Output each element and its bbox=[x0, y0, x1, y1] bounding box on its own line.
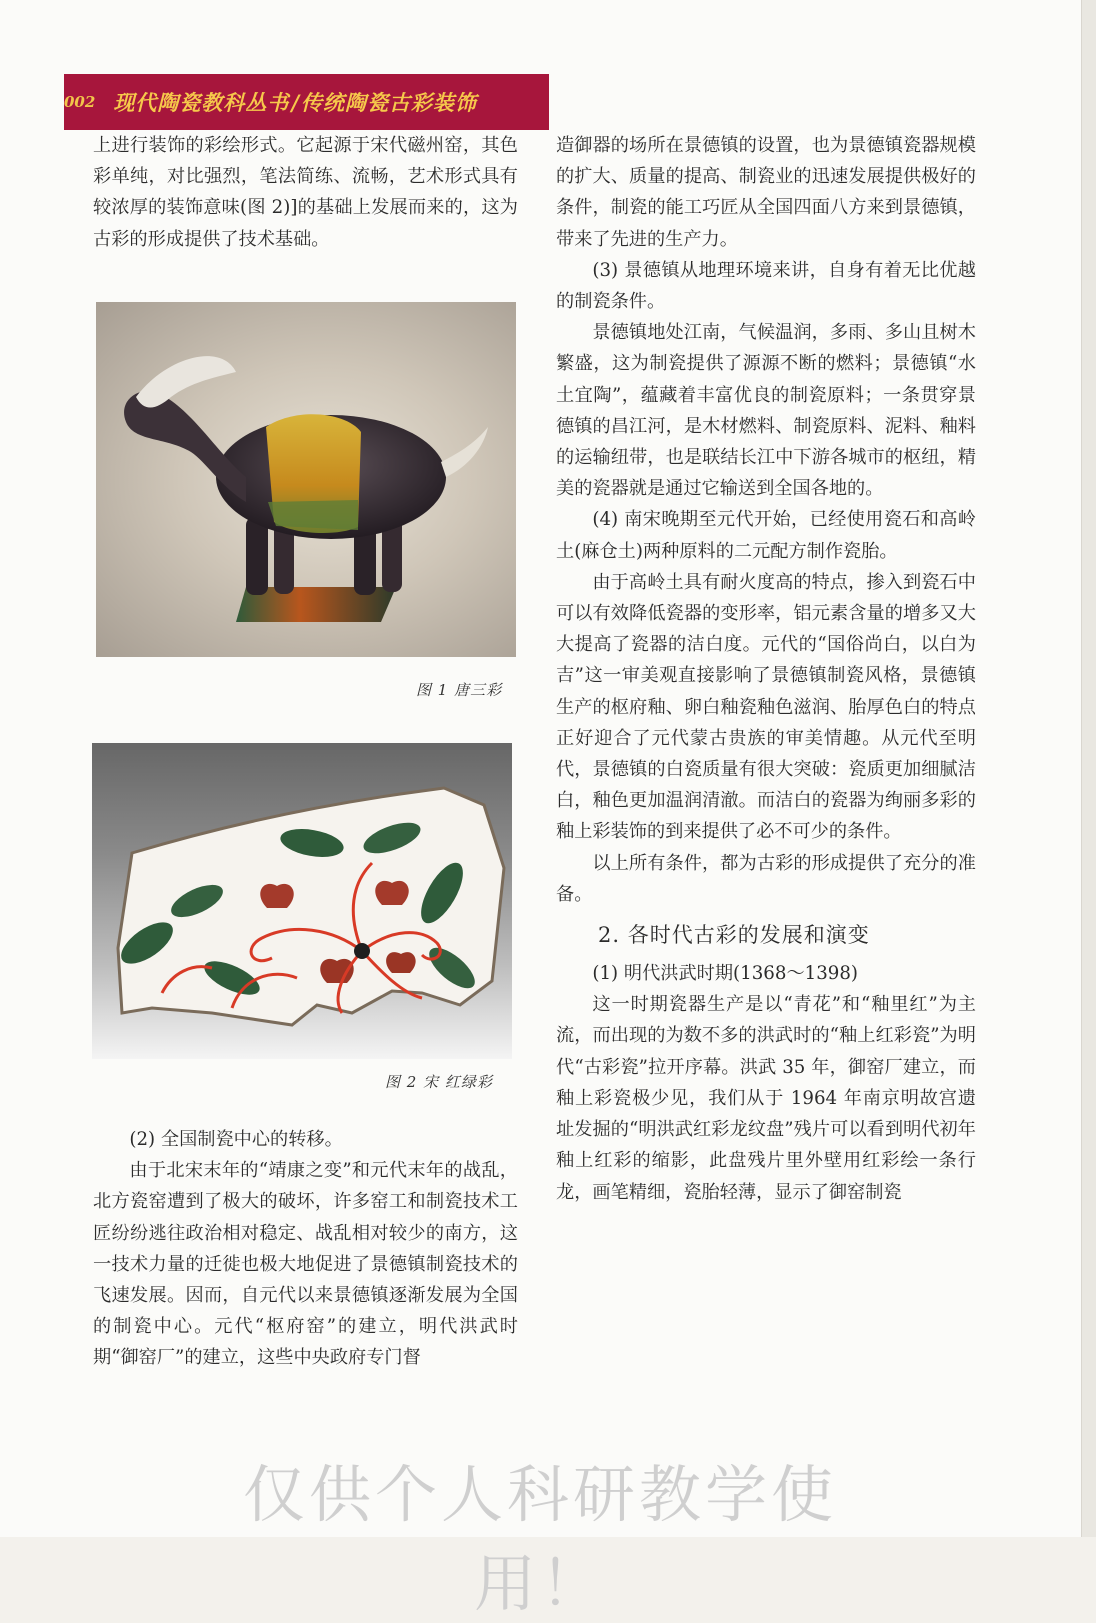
figure-song-red-green-shard bbox=[92, 743, 512, 1059]
left-column-top bbox=[93, 130, 518, 255]
paragraph: 景德镇地处江南，气候温润，多雨、多山且树木繁盛，这为制瓷提供了源源不断的燃料；景德镇“水土宜陶”，蕴藏着丰富优良的制瓷原料；一条贯穿景德镇的昌江河，是木材燃料、制瓷原料、泥料、釉料的运输纽带，也是联结长江中下游各城市的枢纽，精美的瓷器就是通过它输送到全国各地的。 bbox=[556, 322, 976, 500]
section-heading: 2. 各时代古彩的发展和演变 bbox=[598, 923, 870, 948]
figure-caption: 图 1 唐三彩 bbox=[416, 681, 503, 699]
paragraph: (3) 景德镇从地理环境来讲，自身有着无比优越的制瓷条件。 bbox=[556, 259, 976, 313]
shard-illustration bbox=[92, 743, 512, 1059]
page-edge bbox=[1081, 0, 1096, 1537]
title-separator: / bbox=[291, 89, 299, 115]
left-column-bottom bbox=[93, 1124, 518, 1374]
horse-illustration bbox=[96, 302, 516, 657]
paragraph: 由于高岭土具有耐火度高的特点，掺入到瓷石中可以有效降低瓷器的变形率，铝元素含量的增多又大大提高了瓷器的洁白度。元代的“国俗尚白，以白为吉”这一审美观直接影响了景德镇制瓷风格，景德镇生产的枢府釉、卵白釉瓷釉色滋润、胎厚色白的特点正好迎合了元代蒙古贵族的审美情趣。从元代至明代，景德镇的白瓷质量有很大突破：瓷质更加细腻洁白，釉色更加温润清澈。而洁白的瓷器为绚丽多彩的釉上彩装饰的到来提供了必不可少的条件。 bbox=[556, 571, 976, 843]
right-column bbox=[556, 130, 976, 1208]
paragraph: 以上所有条件，都为古彩的形成提供了充分的准备。 bbox=[556, 852, 976, 905]
figure-tang-sancai-horse bbox=[96, 302, 516, 657]
watermark-text: 仅供个人科研教学使用！ bbox=[242, 1458, 837, 1620]
paragraph: 上进行装饰的彩绘形式。它起源于宋代磁州窑，其色彩单纯，对比强烈，笔法简练、流畅，艺术形式具有较浓厚的装饰意味(图 2)]的基础上发展而来的，这为古彩的形成提供了技术基础。 bbox=[93, 135, 518, 250]
paragraph: (4) 南宋晚期至元代开始，已经使用瓷石和高岭土(麻仓土)两种原料的二元配方制作瓷胎。 bbox=[556, 509, 976, 562]
running-header bbox=[64, 74, 549, 130]
paragraph: (2) 全国制瓷中心的转移。 bbox=[129, 1129, 343, 1150]
figure-caption: 图 2 宋 红绿彩 bbox=[385, 1073, 493, 1091]
series-title: 现代陶瓷教科丛书 bbox=[113, 90, 290, 115]
paragraph: 这一时期瓷器生产是以“青花”和“釉里红”为主流，而出现的为数不多的洪武时的“釉上红彩瓷”为明代“古彩瓷”拉开序幕。洪武 35 年，御窑厂建立，而釉上彩瓷极少见，我们从于 1964 年南京明故宫遗址发掘的“明洪武红彩龙纹盘”残片可以看到明代初年釉上红彩的缩影，此盘残片里外壁用红彩绘一条行龙，画笔精细，瓷胎轻薄，显示了御窑制瓷 bbox=[556, 994, 976, 1203]
paragraph: 由于北宋末年的“靖康之变”和元代末年的战乱，北方瓷窑遭到了极大的破坏，许多窑工和制瓷技术工匠纷纷逃往政治相对稳定、战乱相对较少的南方，这一技术力量的迁徙也极大地促进了景德镇制瓷技术的飞速发展。因而，自元代以来景德镇逐渐发展为全国的制瓷中心。元代“枢府窑”的建立，明代洪武时期“御窑厂”的建立，这些中央政府专门督 bbox=[93, 1160, 518, 1369]
paragraph: 造御器的场所在景德镇的设置，也为景德镇瓷器规模的扩大、质量的提高、制瓷业的迅速发展提供极好的条件，制瓷的能工巧匠从全国四面八方来到景德镇，带来了先进的生产力。 bbox=[556, 135, 976, 250]
paragraph: (1) 明代洪武时期(1368～1398) bbox=[592, 963, 859, 985]
book-title: 传统陶瓷古彩装饰 bbox=[300, 90, 477, 115]
page-number: 002 bbox=[64, 93, 96, 111]
